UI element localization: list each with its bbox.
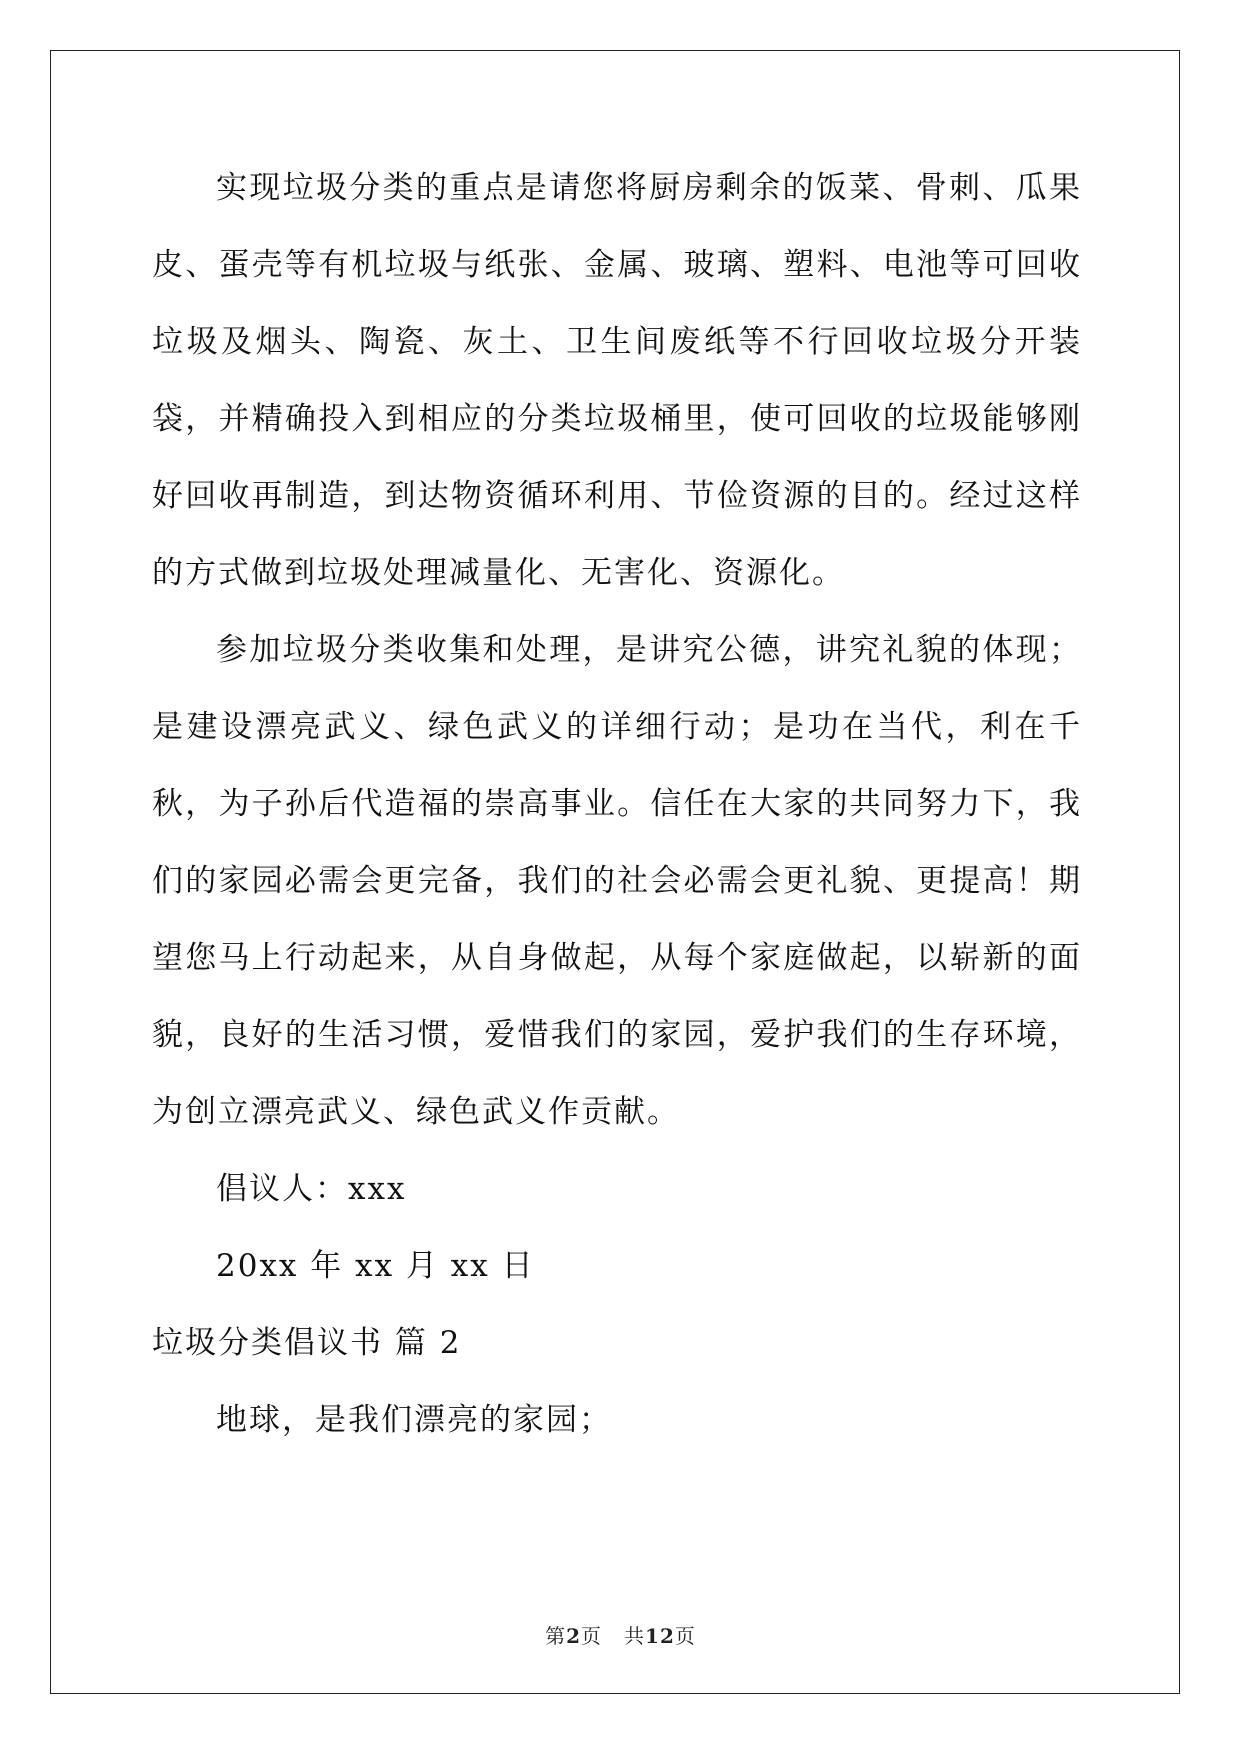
paragraph-participation-appeal: 参加垃圾分类收集和处理，是讲究公德，讲究礼貌的体现；是建设漂亮武义、绿色武义的详细行动；是功在当代，利在千秋，为子孙后代造福的崇高事业。信任在大家的共同努力下，我们的家园必需会更完备，我们的社会必需会更礼貌、更提高！期望您马上行动起来，从自身做起，从每个家庭做起，以崭新的面貌，良好的生活习惯，爱惜我们的家园，爱护我们的生存环境，为创立漂亮武义、绿色武义作贡献。	[152, 632, 1082, 1130]
page-label-suffix: 页	[581, 1624, 603, 1648]
page-label-prefix: 第	[545, 1624, 567, 1648]
date-line: 20xx 年 xx 月 xx 日	[216, 1248, 535, 1284]
page-total-number: 12	[645, 1624, 675, 1648]
total-label-prefix: 共	[624, 1624, 646, 1648]
total-label-suffix: 页	[674, 1624, 696, 1648]
document-body	[152, 150, 1082, 1459]
section-heading: 垃圾分类倡议书 篇 2	[152, 1325, 462, 1361]
section-first-line: 地球，是我们漂亮的家园；	[216, 1402, 612, 1438]
page-current-number: 2	[566, 1624, 582, 1648]
page-footer	[0, 1620, 1241, 1649]
paragraph-waste-sorting-method: 实现垃圾分类的重点是请您将厨房剩余的饭菜、骨刺、瓜果皮、蛋壳等有机垃圾与纸张、金属、玻璃、塑料、电池等可回收垃圾及烟头、陶瓷、灰土、卫生间废纸等不行回收垃圾分开装袋，并精确投入到相应的分类垃圾桶里，使可回收的垃圾能够刚好回收再制造，到达物资循环利用、节俭资源的目的。经过这样的方式做到垃圾处理减量化、无害化、资源化。	[152, 170, 1082, 591]
signature-line: 倡议人：xxx	[216, 1171, 407, 1207]
